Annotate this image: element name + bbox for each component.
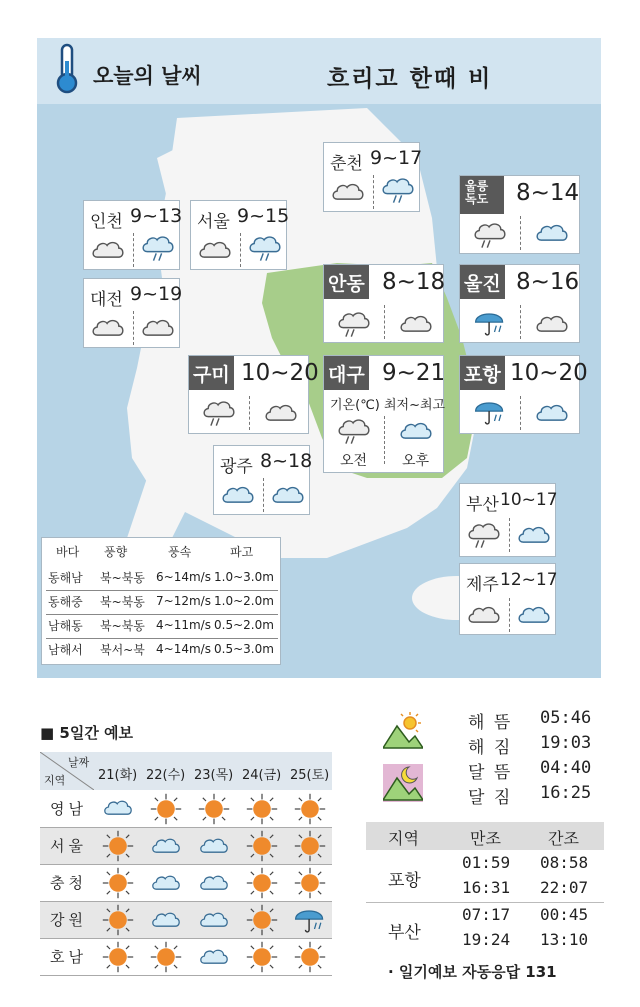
cloud-rain-icon [140, 233, 176, 263]
cloudy-icon [90, 237, 126, 261]
city-label: 대구 [324, 356, 369, 390]
sea-wave: 0.5~2.0m [214, 618, 274, 632]
sun-icon [246, 830, 278, 862]
city-temp: 9~15 [237, 205, 290, 227]
city-card-ulleung [459, 175, 580, 254]
tide-header-low: 간조 [548, 829, 579, 848]
partly-cloudy-icon [220, 482, 256, 506]
cloud-rain-icon [247, 233, 283, 263]
divider [384, 305, 385, 339]
city-name: 인천 [90, 212, 123, 232]
divider [366, 902, 604, 903]
city-card-gumi [188, 355, 319, 434]
city-temp: 10~20 [510, 360, 588, 386]
city-name: 제주 [466, 575, 499, 595]
cloudy-icon [534, 311, 570, 335]
divider [40, 938, 332, 939]
city-temp: 10~20 [241, 360, 319, 386]
corner-region-label: 지역 [44, 774, 66, 787]
cloudy-icon [263, 400, 299, 424]
sun-icon [294, 867, 326, 899]
sun-icon [246, 904, 278, 936]
sea-row [42, 566, 280, 588]
city-label: 안동 [324, 265, 369, 299]
tide-header [366, 822, 604, 850]
divider [40, 827, 332, 828]
moon-mountain-icon [383, 764, 423, 802]
tide-header-region: 지역 [388, 829, 419, 848]
forecast-date: 25(토) [290, 768, 330, 783]
cloudy-icon [398, 311, 434, 335]
sun-icon [198, 793, 230, 825]
partly-cloudy-icon [102, 796, 134, 818]
cloud-rain-icon [466, 520, 502, 550]
sunrise-label: 해 뜸 [468, 713, 513, 733]
divider [40, 901, 332, 902]
sea-dir: 북~북동 [100, 594, 145, 609]
sea-area: 남해동 [48, 618, 83, 633]
city-card-busan [459, 483, 556, 557]
sea-area: 동해남 [48, 570, 83, 585]
divider [249, 396, 250, 430]
forecast-region: 서울 [50, 837, 87, 855]
cloud-rain-icon [472, 220, 508, 250]
divider [384, 416, 385, 464]
partly-cloudy-icon [270, 482, 306, 506]
weather-summary: 흐리고 한때 비 [327, 66, 493, 92]
tide-city: 포항 [388, 871, 421, 891]
divider [509, 518, 510, 552]
divider [40, 864, 332, 865]
city-card-daegu [323, 355, 444, 473]
city-temp: 9~19 [130, 283, 183, 305]
cloud-rain-icon [380, 175, 416, 205]
partly-cloudy-icon [534, 400, 570, 424]
forecast-date: 23(목) [194, 768, 234, 783]
city-temp: 9~21 [382, 360, 446, 386]
partly-cloudy-icon [398, 418, 434, 442]
tide-header-high: 만조 [470, 829, 501, 848]
tide-high: 01:59 [462, 853, 511, 872]
sun-icon [102, 830, 134, 862]
partly-cloudy-icon [150, 908, 182, 930]
divider [40, 975, 332, 976]
sea-row [42, 638, 280, 660]
umbrella-rain-icon [472, 396, 508, 428]
sun-mountain-icon [383, 712, 423, 750]
forecast-title: ■ 5일간 예보 [40, 724, 134, 742]
partly-cloudy-icon [198, 871, 230, 893]
city-card-andong [323, 264, 444, 343]
footer-hotline: · 일기예보 자동응답 131 [388, 963, 557, 981]
city-name: 서울 [197, 212, 230, 232]
divider [133, 311, 134, 345]
forecast-date: 21(화) [98, 768, 138, 783]
page-title: 오늘의 날씨 [93, 64, 202, 88]
divider [133, 233, 134, 267]
city-card-incheon [83, 200, 183, 270]
divider [520, 305, 521, 339]
sea-area: 남해서 [48, 642, 83, 657]
temp-legend: 기온(℃) 최저~최고 [330, 398, 446, 413]
sea-speed: 6~14m/s [156, 570, 211, 584]
city-name: 대전 [90, 290, 123, 310]
city-card-chuncheon [323, 142, 423, 212]
sun-icon [150, 793, 182, 825]
sun-icon [246, 941, 278, 973]
tide-city: 부산 [388, 923, 421, 943]
sea-dir: 북~북동 [100, 570, 145, 585]
tide-low: 22:07 [540, 878, 589, 897]
moonset-time: 16:25 [540, 783, 592, 803]
sea-speed: 7~12m/s [156, 594, 211, 608]
city-name: 부산 [466, 495, 499, 515]
partly-cloudy-icon [516, 602, 552, 626]
sun-icon [102, 867, 134, 899]
city-name: 춘천 [330, 154, 363, 174]
cloudy-icon [466, 602, 502, 626]
city-temp: 9~17 [370, 147, 423, 169]
sea-dir: 북~북동 [100, 618, 145, 633]
city-name-line2: 독도 [465, 192, 489, 206]
tide-low: 00:45 [540, 905, 589, 924]
city-card-uljin [459, 264, 580, 343]
forecast-date: 24(금) [242, 768, 282, 783]
cloudy-icon [197, 237, 233, 261]
tide-high: 19:24 [462, 930, 511, 949]
sea-wave: 1.0~2.0m [214, 594, 274, 608]
city-temp: 8~16 [516, 269, 580, 295]
sea-speed: 4~11m/s [156, 618, 211, 632]
sunrise-time: 05:46 [540, 708, 592, 728]
city-label: 구미 [189, 356, 234, 390]
forecast-region: 영남 [50, 800, 87, 818]
partly-cloudy-icon [516, 522, 552, 546]
cloudy-icon [90, 315, 126, 339]
divider [263, 478, 264, 512]
sun-icon [246, 867, 278, 899]
divider [520, 216, 521, 250]
sea-header-row [42, 540, 280, 562]
city-card-gwangju [213, 445, 313, 515]
sea-row [42, 590, 280, 612]
forecast-region: 강원 [50, 911, 87, 929]
sun-icon [102, 904, 134, 936]
cloud-rain-icon [336, 309, 372, 339]
city-label: 포항 [460, 356, 505, 390]
umbrella-rain-icon [472, 307, 508, 339]
thermometer-icon [52, 43, 82, 95]
city-temp: 9~13 [130, 205, 183, 227]
tide-low: 13:10 [540, 930, 589, 949]
city-temp: 10~17 [500, 490, 558, 510]
city-card-pohang [459, 355, 588, 434]
city-name-line1: 울릉 [465, 179, 489, 193]
sea-header-area: 바다 [56, 544, 80, 559]
pm-label: 오후 [402, 453, 430, 469]
city-card-seoul [190, 200, 290, 270]
sea-speed: 4~14m/s [156, 642, 211, 656]
tide-low: 08:58 [540, 853, 589, 872]
forecast-region: 충청 [50, 874, 87, 892]
sun-icon [150, 941, 182, 973]
sea-header-wave: 파고 [230, 544, 254, 559]
divider [240, 233, 241, 267]
city-card-daejeon [83, 278, 183, 348]
sunset-time: 19:03 [540, 733, 592, 753]
divider [509, 598, 510, 632]
city-card-jeju [459, 563, 556, 635]
partly-cloudy-icon [198, 945, 230, 967]
sea-header-dir: 풍향 [104, 544, 128, 559]
umbrella-rain-icon [292, 904, 328, 936]
city-label: 울진 [460, 265, 505, 299]
sun-icon [294, 830, 326, 862]
sun-icon [246, 793, 278, 825]
sun-icon [294, 941, 326, 973]
cloud-rain-icon [336, 416, 372, 446]
partly-cloudy-icon [198, 834, 230, 856]
sea-row [42, 614, 280, 636]
city-temp: 8~14 [516, 180, 580, 206]
cloudy-icon [140, 315, 176, 339]
city-temp: 8~18 [382, 269, 446, 295]
tide-high: 16:31 [462, 878, 511, 897]
sea-conditions-table [41, 537, 281, 665]
moonrise-label: 달 뜸 [468, 763, 513, 783]
divider [520, 396, 521, 430]
sea-area: 동해중 [48, 594, 83, 609]
sun-icon [294, 793, 326, 825]
partly-cloudy-icon [198, 908, 230, 930]
corner-date-label: 날짜 [68, 756, 90, 769]
city-label [460, 176, 504, 214]
partly-cloudy-icon [150, 834, 182, 856]
sea-header-speed: 풍속 [168, 544, 192, 559]
cloudy-icon [330, 179, 366, 203]
cloud-rain-icon [201, 398, 237, 428]
moonrise-time: 04:40 [540, 758, 592, 778]
sea-wave: 1.0~3.0m [214, 570, 274, 584]
city-temp: 12~17 [500, 570, 558, 590]
sea-wave: 0.5~3.0m [214, 642, 274, 656]
forecast-date: 22(수) [146, 768, 186, 783]
sea-dir: 북서~북 [100, 642, 145, 657]
divider [373, 175, 374, 209]
partly-cloudy-icon [150, 871, 182, 893]
sun-icon [102, 941, 134, 973]
sunset-label: 해 짐 [468, 738, 513, 758]
city-name: 광주 [220, 457, 253, 477]
moonset-label: 달 짐 [468, 788, 513, 808]
tide-high: 07:17 [462, 905, 511, 924]
forecast-region: 호남 [50, 948, 87, 966]
partly-cloudy-icon [534, 220, 570, 244]
city-temp: 8~18 [260, 450, 313, 472]
am-label: 오전 [340, 453, 368, 469]
